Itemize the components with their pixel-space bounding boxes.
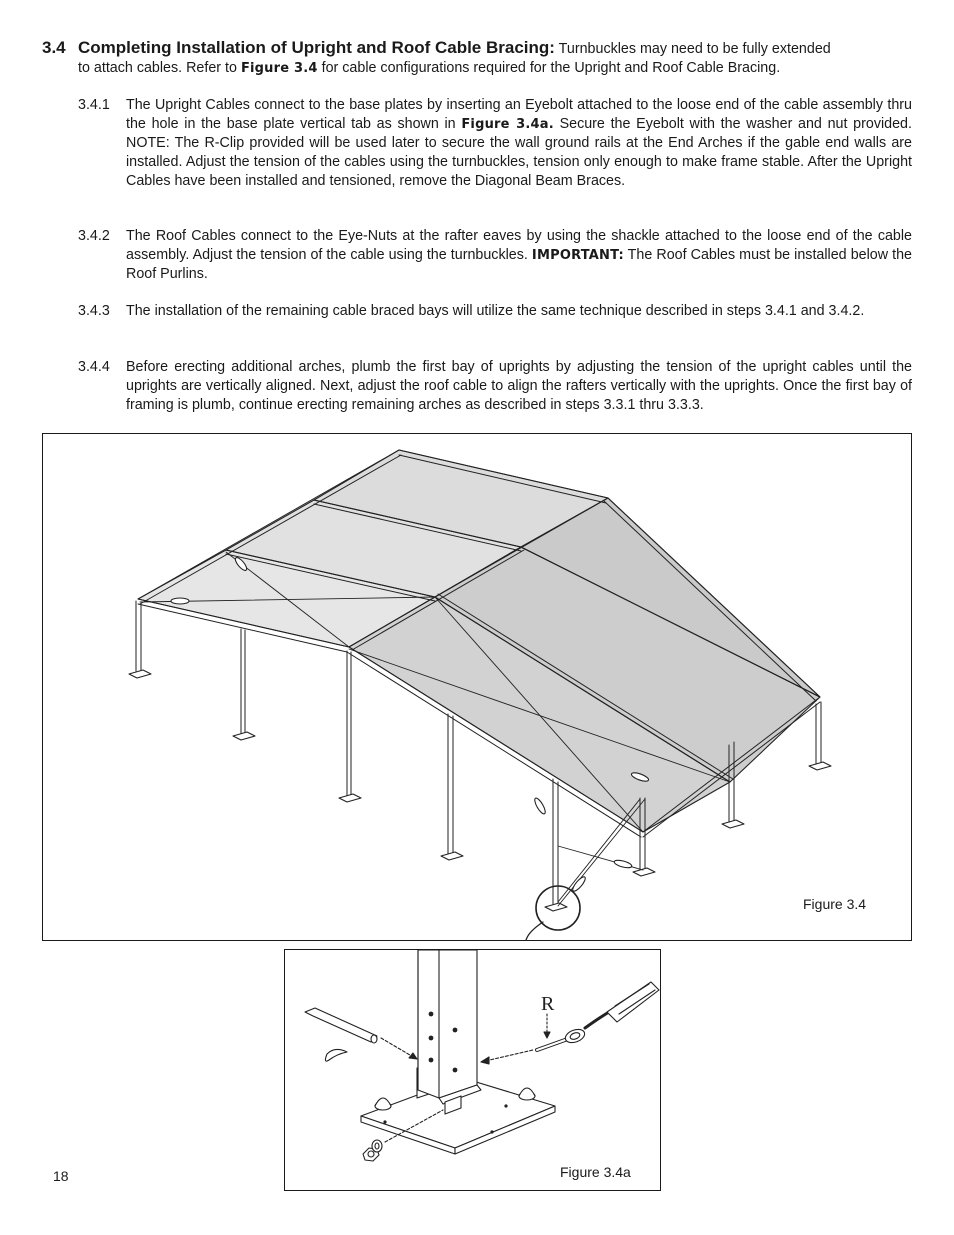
step-3-4-1 xyxy=(78,96,912,191)
figure-reference: Figure 3.4a. xyxy=(461,117,554,132)
turnbuckle xyxy=(571,875,587,893)
upright-post xyxy=(418,950,477,1098)
step-text: The Upright Cables connect to the base plates by inserting an Eyebolt attached to the loose end of the cable assembly thru the hole in the base plate vertical tab as shown in xyxy=(126,97,912,132)
shackle xyxy=(585,1012,609,1028)
r-clip-label: R xyxy=(541,993,555,1015)
step-3-4-3 xyxy=(78,302,912,321)
turnbuckle xyxy=(614,859,633,869)
turnbuckle xyxy=(607,982,659,1022)
figure-reference: Figure 3.4 xyxy=(240,61,318,76)
step-text: Secure the Eyebolt with the washer and nut provided. NOTE: The R-Clip provided will be used later to secure the wall ground rails at the End Arches if the gable end walls are installed. Adjust the tension of the cables using the turnbuckles, tension only enough to make frame stable. After the Upright Cables have been installed and tensioned, remove the Diagonal Beam Braces. xyxy=(126,116,912,189)
nut-and-washer xyxy=(363,1140,382,1161)
section-title: Completing Installation of Upright and Roof Cable Bracing: xyxy=(78,38,555,57)
intro-text-c: for cable configurations required for the Upright and Roof Cable Bracing. xyxy=(321,60,781,76)
step-text: The Roof Cables must be installed below the Roof Purlins. xyxy=(126,247,912,282)
base-plate-detail-drawing xyxy=(285,950,660,1190)
section-3-4 xyxy=(42,38,912,78)
figure-3-4a xyxy=(284,949,661,1191)
ground-pin xyxy=(305,1008,377,1042)
step-text: The Roof Cables connect to the Eye-Nuts at the rafter eaves by using the shackle attached to the loose end of the cable assembly. Adjust the tension of the cable using the turnbuckles. xyxy=(126,228,912,263)
step-text: The installation of the remaining cable braced bays will utilize the same technique described in steps 3.4.1 and 3.4.2. xyxy=(126,303,865,319)
turnbuckle xyxy=(533,797,547,816)
important-label: IMPORTANT: xyxy=(531,248,624,263)
figure-3-4 xyxy=(42,433,912,941)
step-3-4-2 xyxy=(78,227,912,284)
page-number: 18 xyxy=(53,1168,69,1184)
step-number: 3.4.3 xyxy=(78,303,110,319)
figure-caption: Figure 3.4a xyxy=(560,1164,631,1180)
intro-text-b: to attach cables. Refer to xyxy=(78,60,237,76)
step-text: Before erecting additional arches, plumb the first bay of uprights by adjusting the tension of the upright cables until the uprights are vertically aligned. Next, adjust the roof cable to align the rafters vertically with the uprights. Once the first bay of framing is plumb, continue erecting remaining arches as described in steps 3.3.1 thru 3.3.3. xyxy=(126,359,912,413)
step-number: 3.4.4 xyxy=(78,359,110,375)
tent-frame-drawing xyxy=(43,434,911,940)
step-number: 3.4.2 xyxy=(78,228,110,244)
callout-leader xyxy=(526,922,543,940)
turnbuckle xyxy=(171,598,189,604)
figure-caption: Figure 3.4 xyxy=(803,896,867,912)
intro-text-a: Turnbuckles may need to be fully extended xyxy=(558,41,831,57)
r-clip xyxy=(325,1049,347,1061)
step-number: 3.4.1 xyxy=(78,97,110,113)
section-number: 3.4 xyxy=(42,38,66,57)
step-3-4-4 xyxy=(78,358,912,415)
